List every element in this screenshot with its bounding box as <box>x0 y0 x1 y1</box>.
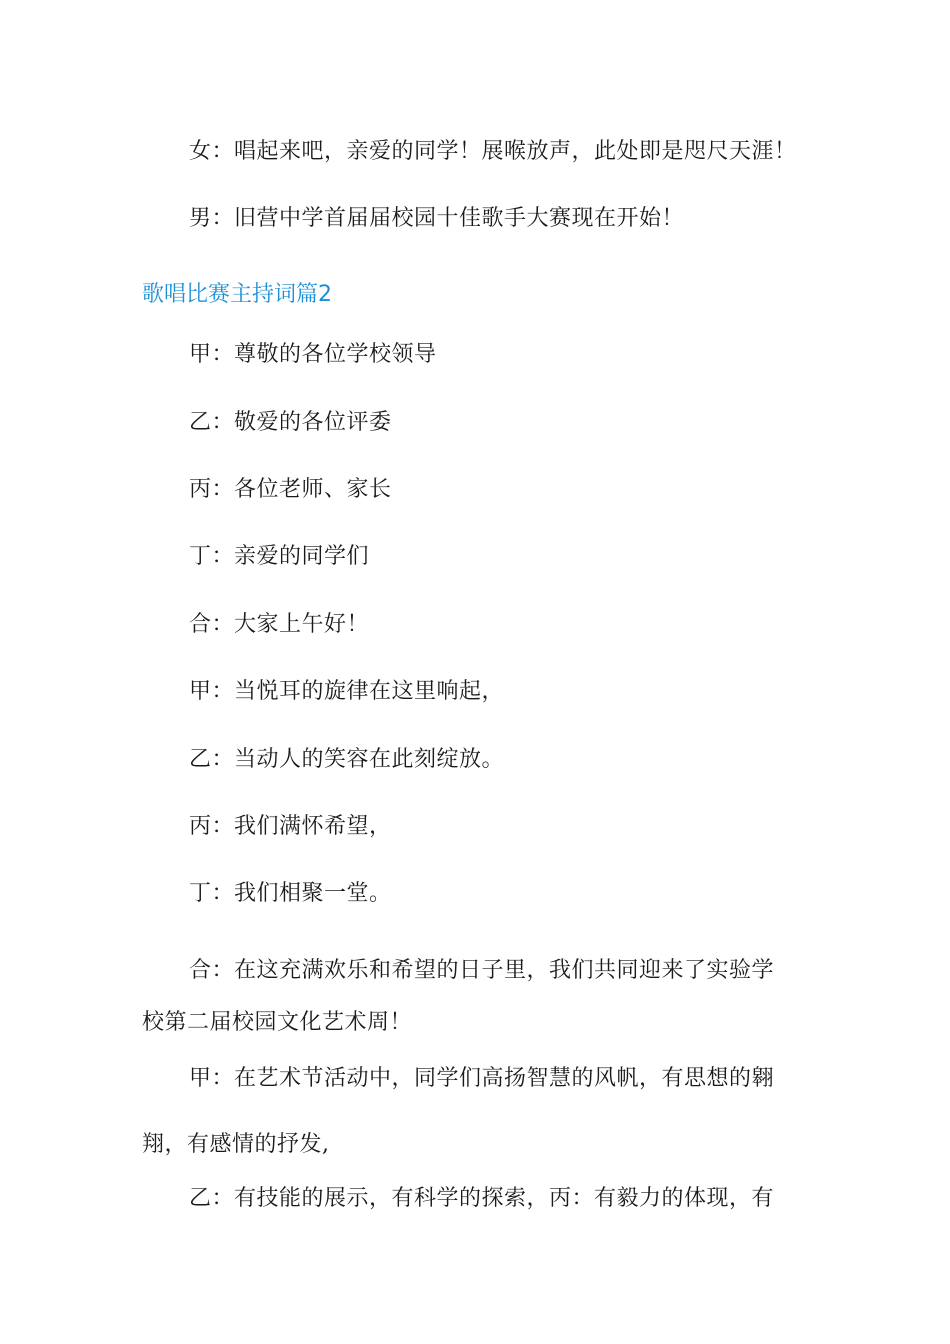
paragraph-line: 乙：有技能的展示，有科学的探索，丙：有毅力的体现，有 <box>189 1186 775 1211</box>
paragraph-line: 乙：敬爱的各位评委 <box>189 410 392 435</box>
paragraph-line: 女：唱起来吧，亲爱的同学！展喉放声，此处即是咫尺天涯！ <box>189 139 797 164</box>
paragraph-line: 丁：亲爱的同学们 <box>189 544 370 569</box>
paragraph-line: 甲：当悦耳的旋律在这里响起， <box>189 679 505 704</box>
paragraph-line: 翔，有感情的抒发, <box>142 1132 330 1157</box>
paragraph-line: 男：旧营中学首届届校园十佳歌手大赛现在开始！ <box>189 206 685 231</box>
paragraph-line: 合：在这充满欢乐和希望的日子里，我们共同迎来了实验学 <box>189 958 775 983</box>
paragraph-line: 甲：在艺术节活动中，同学们高扬智慧的风帆，有思想的翱 <box>189 1066 775 1091</box>
paragraph-line: 乙：当动人的笑容在此刻绽放。 <box>189 747 505 772</box>
section-heading: 歌唱比赛主持词篇2 <box>142 282 332 307</box>
paragraph-line: 甲：尊敬的各位学校领导 <box>189 342 437 367</box>
paragraph-line: 丙：各位老师、家长 <box>189 477 392 502</box>
paragraph-line: 合：大家上午好！ <box>189 612 370 637</box>
paragraph-line: 丙：我们满怀希望， <box>189 814 392 839</box>
paragraph-line: 丁：我们相聚一堂。 <box>189 881 392 906</box>
paragraph-line: 校第二届校园文化艺术周！ <box>142 1010 413 1035</box>
